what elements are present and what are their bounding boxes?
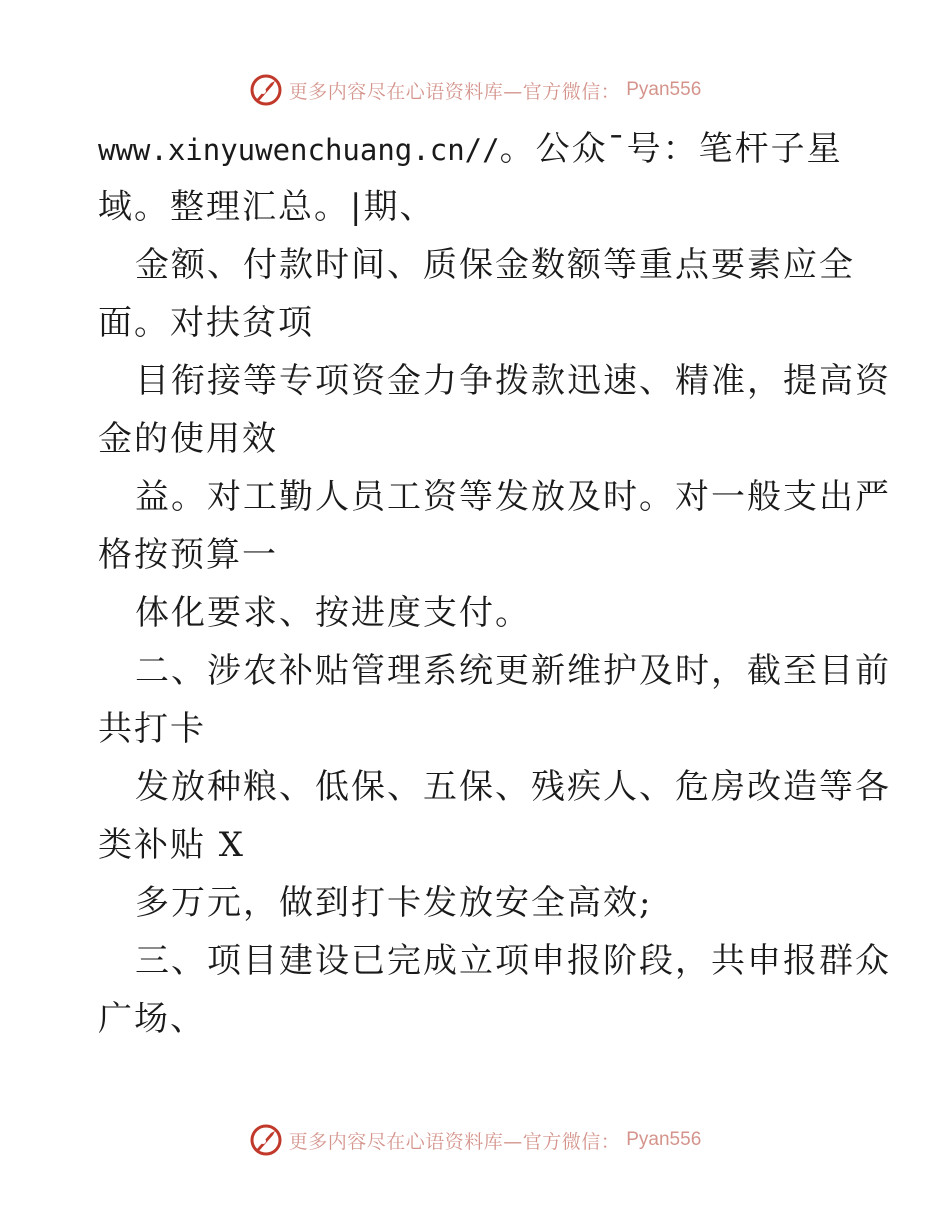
body-line-15: 三、项目建设已完成立项申报阶段，共申报群众 [135, 941, 891, 981]
body-line-13: 类补贴 X [98, 825, 246, 865]
website-url: www.xinyuwenchuang.cn// [98, 133, 500, 167]
body-line-5: 目衔接等专项资金力争拨款迅速、精准，提高资 [135, 361, 891, 401]
body-line-6: 金的使用效 [98, 419, 278, 459]
footer-watermark-id: Pyan556 [626, 1129, 702, 1150]
header-watermark-id: Pyan556 [626, 79, 702, 100]
body-line-12: 发放种粮、低保、五保、残疾人、危房改造等各 [135, 767, 891, 807]
header-watermark-text: 更多内容尽在心语资料库—官方微信： [288, 80, 621, 103]
header-watermark [0, 70, 950, 110]
body-line-2: 域。整理汇总。|期、 [98, 187, 436, 227]
footer-watermark-text: 更多内容尽在心语资料库—官方微信： [288, 1130, 621, 1153]
body-line-9: 体化要求、按进度支付。 [135, 593, 531, 633]
footer-watermark [0, 1120, 950, 1160]
body-line-1-rest: 。公众¯号：笔杆子星 [499, 129, 843, 169]
body-line-14: 多万元，做到打卡发放安全高效; [135, 883, 653, 923]
body-line-7: 益。对工勤人员工资等发放及时。对一般支出严 [135, 477, 891, 517]
body-line-8: 格按预算一 [98, 535, 278, 575]
body-line-16: 广场、 [98, 999, 206, 1039]
document-body [98, 120, 891, 1048]
quill-logo-icon [249, 1123, 283, 1157]
body-line-10: 二、涉农补贴管理系统更新维护及时，截至目前 [135, 651, 891, 691]
body-line-11: 共打卡 [98, 709, 206, 749]
body-line-1 [98, 120, 858, 178]
body-line-3: 金额、付款时间、质保金数额等重点要素应全 [135, 245, 855, 285]
body-line-4: 面。对扶贫项 [98, 303, 314, 343]
quill-logo-icon [249, 73, 283, 107]
